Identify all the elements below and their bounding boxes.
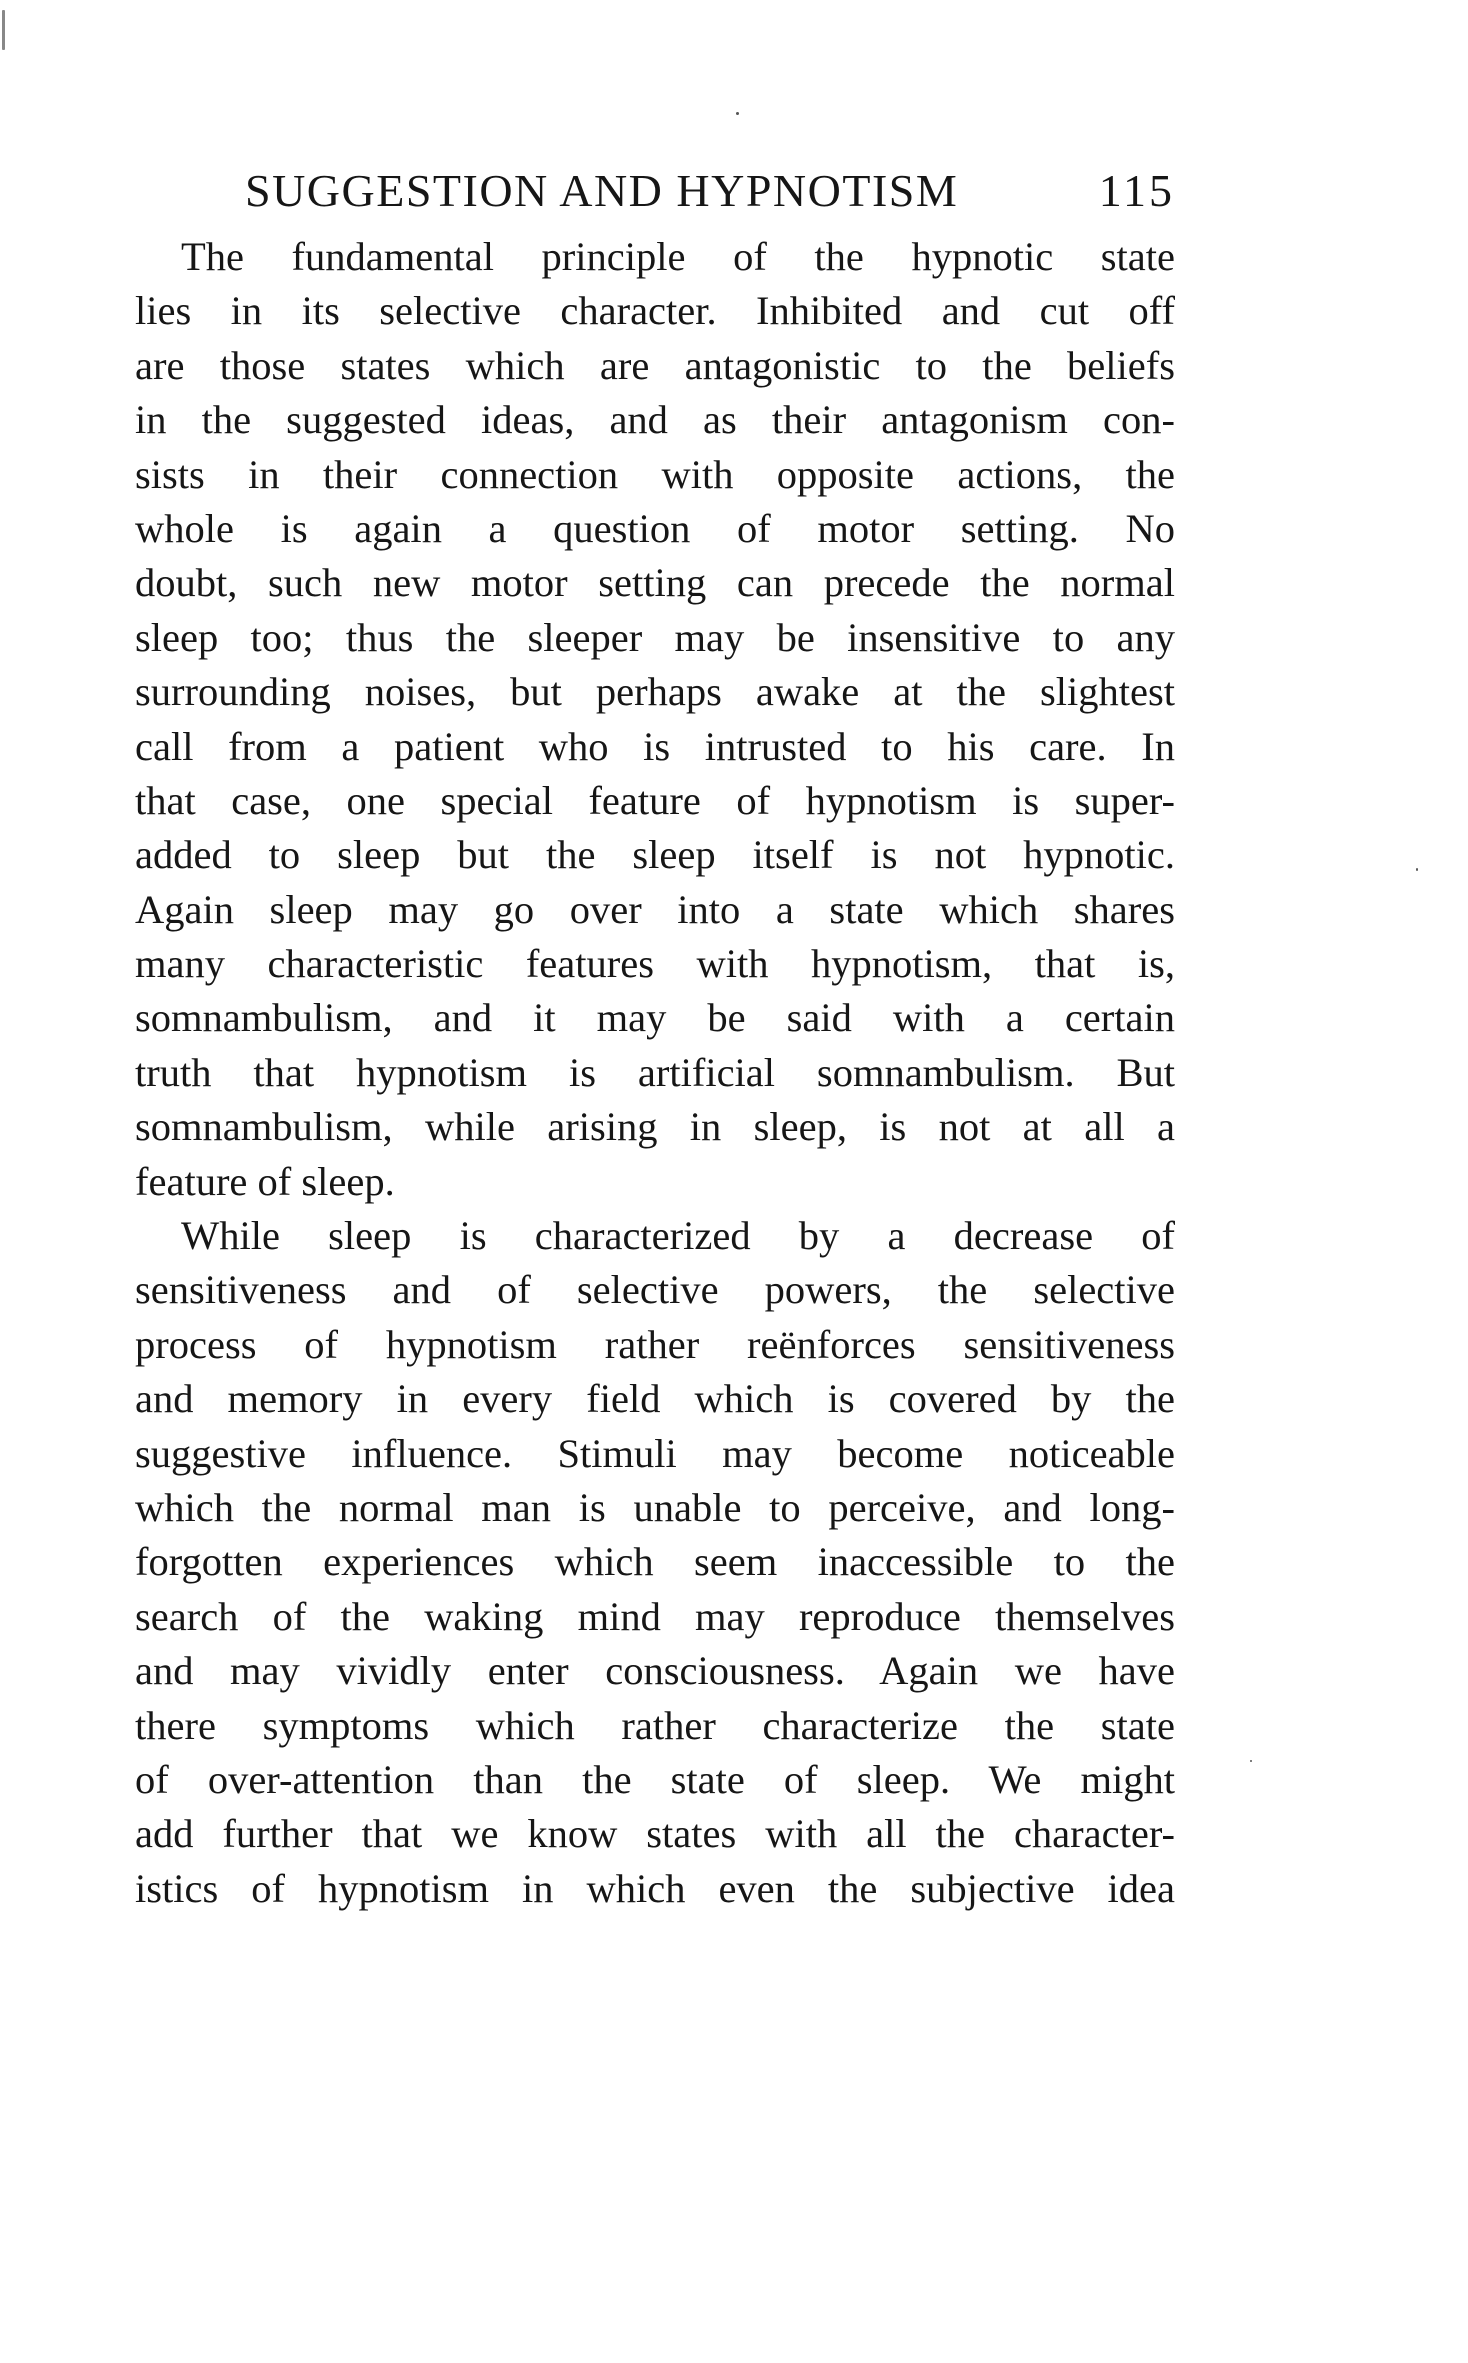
text-line: are those states which are antagonistic to the beliefs [135,342,1175,388]
text-line: doubt, such new motor setting can precede the normal [135,560,1175,606]
text-line: sleep too; thus the sleeper may be insensitive to any [135,614,1175,660]
text-line: sensitiveness and of selective powers, the selective [135,1267,1175,1313]
text-line: feature of sleep. [135,1158,395,1204]
text-line: there symptoms which rather characterize the state [135,1702,1175,1748]
scan-speck [1250,1760,1252,1762]
paragraph-1 [135,230,1175,1209]
book-page [135,160,1175,1916]
text-line: process of hypnotism rather reënforces sensitiveness [135,1321,1175,1367]
text-line: whole is again a question of motor setting. No [135,505,1175,551]
running-head-title: SUGGESTION AND HYPNOTISM [245,165,959,216]
text-line: truth that hypnotism is artificial somnambulism. But [135,1049,1175,1095]
text-line: forgotten experiences which seem inaccessible to the [135,1539,1175,1585]
text-line: and may vividly enter consciousness. Again we have [135,1648,1175,1694]
paragraph-2 [135,1209,1175,1916]
scan-speck [2,10,5,50]
text-line: call from a patient who is intrusted to his care. In [135,723,1175,769]
text-line: surrounding noises, but perhaps awake at the slightest [135,669,1175,715]
text-line: add further that we know states with all the character- [135,1811,1175,1857]
page-number: 115 [1098,165,1175,216]
text-line: and memory in every field which is covered by the [135,1376,1175,1422]
text-line: While sleep is characterized by a decrease of [181,1213,1175,1259]
text-line: in the suggested ideas, and as their antagonism con- [135,397,1175,443]
text-line: added to sleep but the sleep itself is not hypnotic. [135,832,1175,878]
text-line: somnambulism, and it may be said with a certain [135,995,1175,1041]
text-line: which the normal man is unable to perceive, and long- [135,1484,1175,1530]
text-line: suggestive influence. Stimuli may become noticeable [135,1430,1175,1476]
text-line: search of the waking mind may reproduce themselves [135,1593,1175,1639]
text-line: Again sleep may go over into a state which shares [135,886,1175,932]
text-line: many characteristic features with hypnotism, that is, [135,941,1175,987]
text-line: that case, one special feature of hypnotism is super- [135,777,1175,823]
text-line: sists in their connection with opposite actions, the [135,451,1175,497]
text-line: of over-attention than the state of sleep. We might [135,1756,1175,1802]
body-text [135,230,1175,1916]
text-line: The fundamental principle of the hypnotic state [181,234,1175,279]
text-line: somnambulism, while arising in sleep, is not at all a [135,1104,1175,1150]
text-line: lies in its selective character. Inhibited and cut off [135,288,1175,334]
scan-speck [736,112,739,115]
text-line: istics of hypnotism in which even the subjective idea [135,1865,1175,1911]
scan-speck [1416,868,1418,871]
running-head [135,160,1175,230]
